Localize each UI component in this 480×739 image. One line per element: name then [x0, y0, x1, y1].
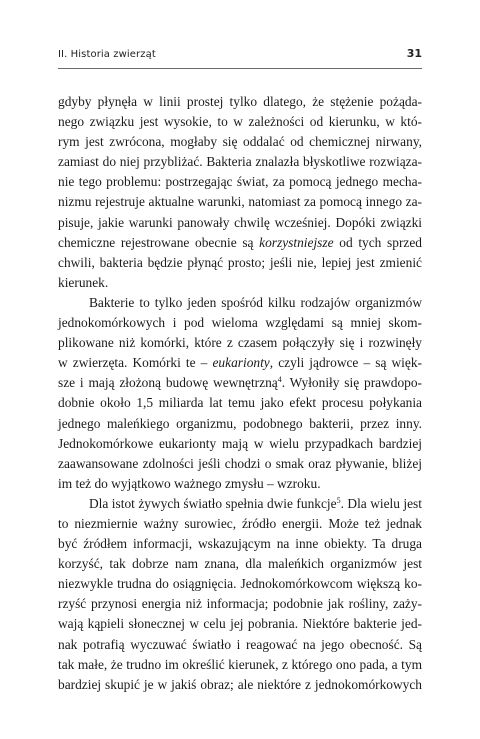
text-segment: . Wyłoniły się prawdopo- [281, 375, 423, 391]
text-segment: sze i mają złożoną budowę wewnętrzną [58, 375, 278, 391]
text-line [58, 373, 422, 393]
text-segment: zamiast do niej przybliżać. Bakteria znalazła błyskotliwe rozwiąza- [58, 154, 422, 170]
text-line [58, 313, 422, 333]
text-segment: im też do wyjątkowo ważnego zmysłu – wzroku. [58, 475, 321, 491]
text-segment: kierunek. [58, 274, 109, 290]
chapter-title: II. Historia zwierząt [58, 49, 156, 60]
text-line [58, 393, 422, 413]
text-line [58, 233, 422, 253]
text-segment: korzyść, tak dobrze nam znana, dla maleńkich organizmów jest [58, 556, 422, 572]
text-segment: rym jest zwrócona, mogłaby się oddalać od chemicznej nirwany, [58, 134, 422, 150]
text-segment: chemiczne rejestrowane obecnie są [58, 234, 260, 250]
text-segment: wają kąpieli słonecznej w celu jej pobrania. Niektóre bakterie jed- [58, 616, 422, 632]
text-line [58, 333, 422, 353]
text-segment: w zwierzęta. Komórki te – [58, 355, 213, 371]
text-segment: nego związku jest wysokie, to w zależności od kierunku, w któ- [58, 114, 422, 130]
text-line [58, 152, 422, 172]
body-text [58, 92, 422, 695]
text-line [58, 494, 422, 514]
text-line [58, 192, 422, 212]
text-segment: gdyby płynęła w linii prostej tylko dlatego, że stężenie pożąda- [58, 94, 422, 109]
text-line [58, 353, 422, 373]
paragraph [58, 293, 422, 494]
page-number: 31 [406, 47, 422, 60]
footnote-marker: 4 [277, 375, 282, 385]
text-segment: rzyść przynosi energia niż informacja; podobnie jak rośliny, zaży- [58, 596, 422, 612]
text-segment: , czyli jądrowce – są więk- [269, 355, 422, 371]
paragraph [58, 494, 422, 695]
text-line [58, 675, 422, 695]
text-segment: Jednokomórkowe eukarionty mają w wielu przypadkach bardziej [58, 435, 422, 451]
text-segment: dobnie około 1,5 miliarda lat temu jako efekt procesu połykania [58, 395, 422, 411]
text-line [58, 554, 422, 574]
text-segment: . Dla wielu jest [340, 495, 422, 511]
text-line [58, 514, 422, 534]
text-line [58, 655, 422, 675]
text-segment: nie tego problemu: postrzegając świat, za pomocą jednego mecha- [58, 174, 422, 190]
text-line [58, 534, 422, 554]
text-line [58, 92, 422, 112]
text-segment: nizmu rejestruje aktualne warunki, natomiast za pomocą innego za- [58, 194, 422, 210]
text-line [58, 132, 422, 152]
text-line [58, 614, 422, 634]
text-segment: być źródłem informacji, wskazującym na inne obiekty. Ta druga [58, 536, 422, 552]
italic-term: eukarionty [212, 355, 270, 371]
text-line [58, 414, 422, 434]
text-line [58, 574, 422, 594]
text-segment: jednego maleńkiego organizmu, podobnego bakterii, przez inny. [58, 415, 422, 431]
text-line [58, 594, 422, 614]
text-segment: jednokomórkowych i pod wieloma względami są mniej skom- [58, 315, 422, 331]
text-segment: bardziej skupić je w jakiś obraz; ale niektóre z jednokomórkowych [58, 676, 422, 692]
running-head [58, 46, 422, 69]
text-segment: od tych sprzed [333, 234, 422, 250]
text-line [58, 253, 422, 273]
text-segment: Dla istot żywych światło spełnia dwie funkcje [89, 495, 337, 511]
text-line [58, 213, 422, 233]
text-segment: to niezmiernie ważny surowiec, źródło energii. Może też jednak [58, 515, 422, 531]
text-segment: plikowane niż komórki, które z czasem połączyły się i rozwinęły [58, 335, 422, 351]
footnote-marker: 5 [336, 495, 341, 505]
italic-term: korzystniejsze [259, 234, 334, 250]
text-segment: Bakterie to tylko jeden spośród kilku rodzajów organizmów [89, 294, 422, 310]
text-segment: chwili, bakteria będzie płynąć prosto; jeśli nie, lepiej jest zmienić [58, 254, 422, 270]
text-line [58, 293, 422, 313]
text-segment: nak potrafią wyczuwać światło i reagować na jego obecność. Są [58, 636, 422, 652]
paragraph [58, 92, 422, 293]
text-line [58, 112, 422, 132]
text-line [58, 474, 422, 494]
text-segment: zaawansowane zdolności jeśli chodzi o smak oraz pływanie, bliżej [58, 455, 422, 471]
text-line [58, 172, 422, 192]
text-segment: pisuje, jakie warunki panowały chwilę wcześniej. Dopóki związki [58, 214, 422, 230]
text-line [58, 635, 422, 655]
text-segment: tak małe, że trudno im określić kierunek, z którego ono pada, a tym [58, 656, 422, 672]
text-line [58, 454, 422, 474]
text-segment: niezwykle trudna do osiągnięcia. Jednokomórkowcom większą ko- [58, 576, 422, 592]
text-line [58, 434, 422, 454]
text-line [58, 273, 422, 293]
